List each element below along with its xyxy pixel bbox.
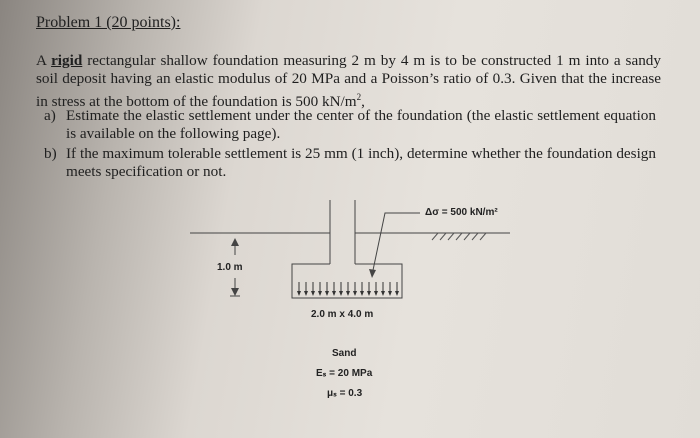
problem-statement: A rigid rectangular shallow foundation measuring 2 m by 4 m is to be constructed 1 m into a sandy soil deposit having an elastic modulus of 20 MPa and a Poisson’s ratio of 0.3. Given that the increase in stress at the bottom of the foundation is 500 $kN/m^2$,: [36, 52, 661, 111]
depth-arrow-up: [231, 238, 239, 246]
question-a-label: a): [44, 107, 56, 124]
elastic-modulus-label: Eₛ = 20 MPa: [316, 368, 373, 379]
poisson-ratio-label: μₛ = 0.3: [327, 388, 363, 399]
depth-arrow-down: [231, 288, 239, 296]
problem-title: Problem 1 (20 points):: [36, 14, 181, 31]
depth-label: 1.0 m: [217, 262, 243, 273]
stress-increase-label: Δσ = 500 kN/m²: [425, 207, 498, 218]
question-b-text: If the maximum tolerable settlement is 25 mm (1 inch), determine whether the foundation design meets specification or not.: [66, 145, 656, 180]
stress-leader: [372, 213, 420, 275]
leader-arrowhead: [369, 269, 376, 278]
soil-type-label: Sand: [332, 348, 357, 359]
rigid-term: rigid: [51, 52, 83, 69]
footing-size-label: 2.0 m x 4.0 m: [311, 309, 374, 320]
ground-hatching: [432, 233, 486, 240]
question-a-text: Estimate the elastic settlement under the center of the foundation (the elastic settlement equation is available on the following page).: [66, 107, 656, 142]
question-b-label: b): [44, 145, 57, 162]
